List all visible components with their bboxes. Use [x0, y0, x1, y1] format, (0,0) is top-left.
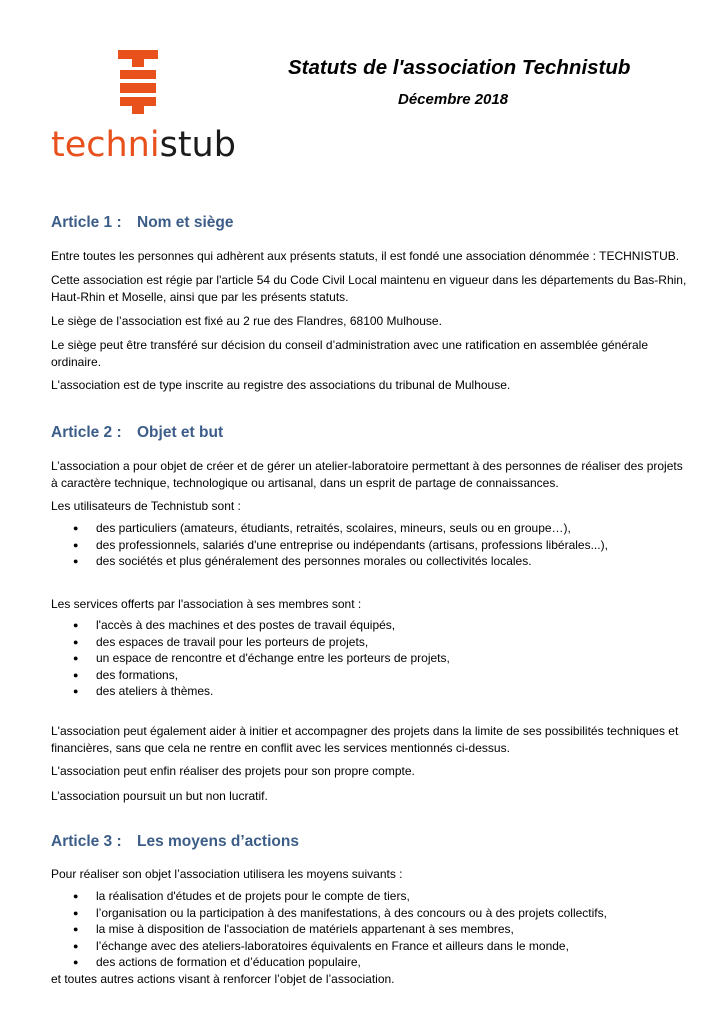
technistub-logo-icon — [118, 50, 158, 114]
paragraph: Pour réaliser son objet l’association utilisera les moyens suivants : — [51, 867, 403, 881]
list-item: ● des professionnels, salariés d'une entreprise ou indépendants (artisans, professions libérales...), — [51, 537, 691, 554]
paragraph: et toutes autres actions visant à renforcer l’objet de l’association. — [51, 972, 395, 986]
list-item: ● des particuliers (amateurs, étudiants, retraités, scolaires, mineurs, seuls ou en groupe…), — [51, 520, 691, 537]
services-list — [51, 617, 691, 700]
article-title: Nom et siège — [137, 214, 234, 231]
list-item: ● la mise à disposition de l'association de matériels appartenant à ses membres, — [51, 921, 691, 938]
article-2-heading — [51, 424, 223, 442]
list-item: ● la réalisation d'études et de projets pour le compte de tiers, — [51, 888, 691, 905]
document-date: Décembre 2018 — [398, 91, 509, 108]
article-3-heading — [51, 833, 299, 851]
paragraph: L'association peut enfin réaliser des projets pour son propre compte. — [51, 764, 415, 778]
list-item: ● des espaces de travail pour les porteurs de projets, — [51, 634, 691, 651]
article-number: Article 2 : — [51, 424, 122, 441]
article-1-heading — [51, 214, 233, 232]
list-item: ● l’organisation ou la participation à des manifestations, à des concours ou à des projets collectifs, — [51, 905, 691, 922]
paragraph: Les services offerts par l'association à ses membres sont : — [51, 597, 362, 611]
paragraph: Cette association est régie par l'article 54 du Code Civil Local maintenu en vigueur dans les départements du Bas-Rhin, Haut-Rhin et Moselle, ainsi que par les présents statuts. — [51, 273, 687, 304]
paragraph: Entre toutes les personnes qui adhèrent aux présents statuts, il est fondé une association dénommée : TECHNISTUB. — [51, 249, 680, 263]
paragraph: L’association poursuit un but non lucratif. — [51, 789, 268, 803]
article-title: Les moyens d’actions — [137, 833, 299, 850]
article-title: Objet et but — [137, 424, 224, 441]
paragraph: L'association peut également aider à initier et accompagner des projets dans la limite de ses possibilités techniques et financières, sans que cela ne rentre en conflit avec les services mentionnés ci-dessus. — [51, 724, 679, 755]
paragraph: Le siège de l’association est fixé au 2 rue des Flandres, 68100 Mulhouse. — [51, 314, 442, 328]
paragraph: Le siège peut être transféré sur décision du conseil d’administration avec une ratification en assemblée générale ordinaire. — [51, 338, 649, 369]
list-item: ● des sociétés et plus généralement des personnes morales ou collectivités locales. — [51, 553, 691, 570]
logo-wordmark-part1: techni — [51, 125, 160, 165]
paragraph: L'association est de type inscrite au registre des associations du tribunal de Mulhouse. — [51, 378, 511, 392]
logo-wordmark — [51, 125, 236, 165]
list-item: ● des ateliers à thèmes. — [51, 683, 691, 700]
article-number: Article 3 : — [51, 833, 122, 850]
means-list — [51, 888, 691, 971]
document-title: Statuts de l'association Technistub — [288, 56, 631, 79]
users-list — [51, 520, 691, 570]
logo-wordmark-part2: stub — [159, 125, 236, 165]
article-number: Article 1 : — [51, 214, 122, 231]
paragraph: L’association a pour objet de créer et de gérer un atelier-laboratoire permettant à des personnes de réaliser des projets à caractère technique, technologique ou artisanal, dans un esprit de partage de connaissances. — [51, 459, 683, 490]
list-item: ● l’échange avec des ateliers-laboratoires équivalents en France et ailleurs dans le monde, — [51, 938, 691, 955]
list-item: ● des actions de formation et d’éducation populaire, — [51, 954, 691, 971]
paragraph: Les utilisateurs de Technistub sont : — [51, 499, 241, 513]
list-item: ● l'accès à des machines et des postes de travail équipés, — [51, 617, 691, 634]
list-item: ● des formations, — [51, 667, 691, 684]
list-item: ● un espace de rencontre et d'échange entre les porteurs de projets, — [51, 650, 691, 667]
